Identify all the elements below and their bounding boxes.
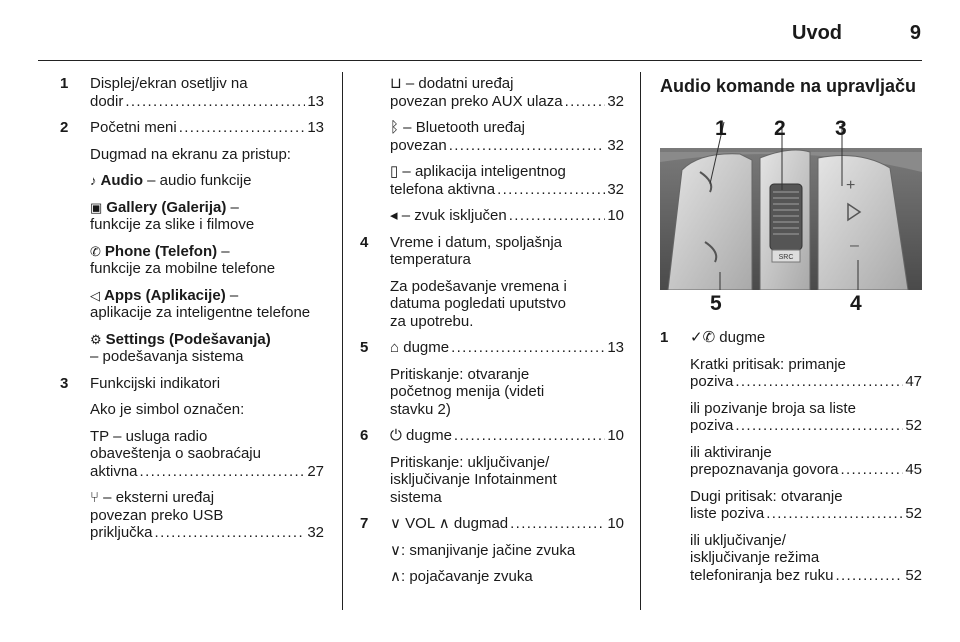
aux-entry: [360, 75, 624, 110]
toc-label: ∨ VOL ∧ dugmad: [390, 515, 509, 532]
minus-label: –: [850, 237, 859, 254]
plus-label: +: [846, 177, 856, 194]
item-2: [60, 119, 324, 366]
power-icon: ⏻: [390, 427, 402, 444]
item-text: Za podešavanje vremena i: [390, 277, 567, 295]
item-text: Vreme i datum, spoljašnja: [390, 233, 563, 251]
column-2: [360, 75, 624, 586]
tp-line: obaveštenja o saobraćaju: [90, 445, 261, 462]
toc-label: dugme: [399, 339, 450, 356]
item-text: ∨: smanjivanje jačine zvuka: [390, 541, 576, 559]
settings-title: Settings (Podešavanja): [105, 330, 271, 348]
column-divider-2: [640, 72, 641, 610]
item-text: ili uključivanje/: [690, 531, 786, 549]
callout-3: 3: [835, 117, 847, 140]
item-text: sistema: [390, 488, 442, 506]
apps-desc: aplikacije za inteligentne telefone: [90, 304, 311, 321]
mute-entry: [360, 207, 624, 225]
gallery-desc: funkcije za slike i filmove: [90, 216, 255, 233]
apps-icon: ◁: [90, 287, 100, 303]
toc-line: [390, 93, 624, 111]
page-ref: 52: [905, 566, 922, 584]
item-text: Dugmad na ekranu za pristup:: [90, 145, 291, 163]
item-number: 2: [60, 119, 69, 136]
item-text: Funkcijski indikatori: [90, 374, 221, 392]
toc-line: [90, 463, 324, 481]
gallery-icon: ▣: [90, 199, 103, 215]
smartphone-desc: – aplikacija inteligentnog: [398, 163, 566, 180]
audio-desc: – audio funkcije: [143, 172, 252, 189]
page-ref: 32: [307, 524, 324, 541]
gear-icon: ⚙: [90, 331, 102, 347]
page-ref: 32: [607, 136, 624, 154]
bluetooth-icon: ᛒ: [390, 119, 400, 136]
toc-line: [390, 427, 624, 445]
column-3-text: [660, 329, 922, 584]
toc-line: [90, 93, 324, 111]
phone-line: [90, 243, 324, 261]
tp-line: TP – usluga radio: [90, 427, 208, 445]
toc-line: [690, 461, 922, 479]
column-1: [60, 75, 324, 542]
usb-line: [90, 489, 324, 507]
toc-label: poziva: [690, 373, 734, 390]
gallery-line: [90, 199, 324, 217]
item-6: [360, 427, 624, 506]
toc-line: [390, 181, 624, 199]
page-number: 9: [909, 22, 921, 44]
toc-line: [390, 207, 624, 225]
toc-label: poziva: [690, 417, 734, 434]
header-rule: [38, 60, 922, 61]
settings-desc: – podešavanja sistema: [90, 348, 244, 365]
toc-label: telefoniranja bez ruku: [690, 566, 834, 584]
usb-icon: ⑂: [90, 489, 100, 506]
toc-line: [90, 524, 324, 542]
bluetooth-entry: [360, 119, 624, 154]
item-text: ∧: pojačavanje zvuka: [390, 568, 533, 585]
item-text: Dugi pritisak: otvaranje: [690, 487, 843, 505]
item-number: 3: [60, 374, 69, 392]
photo-callouts: [660, 112, 922, 316]
toc-line: [690, 373, 922, 391]
item-text: isključivanje režima: [690, 549, 820, 566]
toc-label: priključka: [90, 524, 153, 541]
audio-title: Audio: [100, 172, 143, 189]
page-ref: 32: [607, 92, 624, 110]
item-4: [360, 234, 624, 331]
phone-desc: funkcije za mobilne telefone: [90, 260, 276, 277]
page-ref: 13: [307, 119, 324, 136]
aux-icon: ⊔: [390, 75, 402, 92]
toc-line: [690, 505, 922, 523]
toc-label: dugme: [401, 427, 452, 444]
callout-1: 1: [715, 117, 727, 140]
toc-label: liste poziva: [690, 505, 765, 522]
item-3: [60, 375, 324, 542]
page-ref: 52: [905, 417, 922, 434]
phone-title: Phone (Telefon): [104, 242, 218, 260]
page-ref: 10: [607, 515, 624, 532]
item-text: Kratki pritisak: primanje: [690, 355, 846, 373]
toc-label: – zvuk isključen: [397, 207, 507, 224]
smartphone-entry: [360, 163, 624, 198]
section-heading: Audio komande na upravljaču: [660, 76, 917, 96]
item-text: Displej/ekran osetljiv na: [90, 75, 248, 92]
bluetooth-desc: – Bluetooth uređaj: [399, 119, 525, 136]
apps-line: [90, 287, 324, 305]
toc-line: [90, 119, 324, 137]
column-3: [660, 78, 922, 110]
page-ref: 13: [307, 92, 324, 110]
column-divider-1: [342, 72, 343, 610]
src-label: SRC: [778, 254, 794, 261]
phone-call-icon: ✓✆: [690, 329, 716, 346]
apps-dash: –: [225, 286, 239, 304]
gallery-title: Gallery (Galerija): [106, 198, 227, 216]
item-text: temperatura: [390, 251, 471, 268]
phone-dash: –: [217, 242, 230, 260]
item-5: [360, 339, 624, 418]
item-number: 1: [60, 75, 69, 92]
toc-line: [690, 417, 922, 435]
item-7: [360, 515, 624, 586]
page-ref: 10: [607, 427, 624, 444]
callout-4: 4: [850, 292, 862, 315]
toc-label: Početni meni: [90, 119, 177, 136]
item-number: 7: [360, 515, 369, 532]
page-ref: 52: [905, 505, 922, 522]
item-text: Pritiskanje: otvaranje: [390, 365, 530, 383]
item-text: dugme: [715, 329, 766, 346]
item-text: ili aktiviranje: [690, 443, 772, 461]
phone-icon: ✆: [90, 243, 101, 259]
settings-line: [90, 331, 324, 349]
item-1-controls: [660, 329, 922, 584]
toc-label: telefona aktivna: [390, 180, 496, 198]
toc-label: povezan: [390, 136, 447, 154]
item-number: 4: [360, 233, 369, 251]
mute-icon: ◂: [390, 207, 398, 224]
callout-5: 5: [710, 292, 722, 315]
apps-title: Apps (Aplikacije): [104, 286, 226, 304]
home-icon: ⌂: [390, 339, 400, 356]
item-text: datuma pogledati uputstvo: [390, 295, 566, 312]
item-1: [60, 75, 324, 110]
item-text: Pritiskanje: uključivanje/: [390, 453, 550, 471]
toc-label: aktivna: [90, 462, 138, 480]
audio-line: [90, 172, 324, 190]
toc-label: povezan preko AUX ulaza: [390, 92, 563, 110]
item-text: isključivanje Infotainment: [390, 471, 557, 488]
toc-line: [690, 567, 922, 585]
item-number: 1: [660, 329, 669, 346]
toc-line: [390, 515, 624, 533]
toc-line: [390, 339, 624, 357]
smartphone-icon: ▯: [390, 163, 399, 180]
toc-label: prepoznavanja govora: [690, 461, 839, 478]
item-text: početnog menija (videti: [390, 383, 545, 400]
item-number: 5: [360, 339, 369, 356]
page-ref: 32: [607, 180, 624, 198]
toc-label: dodir: [90, 92, 124, 110]
gallery-dash: –: [226, 198, 239, 216]
music-note-icon: ♪: [90, 173, 97, 188]
page-ref: 10: [607, 207, 624, 224]
page-header-title: Uvod: [792, 22, 842, 44]
item-text: za upotrebu.: [390, 312, 474, 330]
page-ref: 27: [307, 462, 324, 480]
aux-desc: – dodatni uređaj: [401, 75, 514, 92]
toc-line: [390, 137, 624, 155]
item-text: ili pozivanje broja sa liste: [690, 399, 856, 417]
page-ref: 47: [905, 373, 922, 390]
item-text: stavku 2): [390, 400, 451, 418]
item-number: 6: [360, 427, 369, 444]
page-ref: 13: [607, 339, 624, 356]
usb-desc: – eksterni uređaj: [99, 489, 215, 506]
item-text: Ako je simbol označen:: [90, 401, 245, 418]
page-ref: 45: [905, 461, 922, 478]
usb-line: povezan preko USB: [90, 506, 224, 524]
callout-2: 2: [774, 117, 786, 140]
